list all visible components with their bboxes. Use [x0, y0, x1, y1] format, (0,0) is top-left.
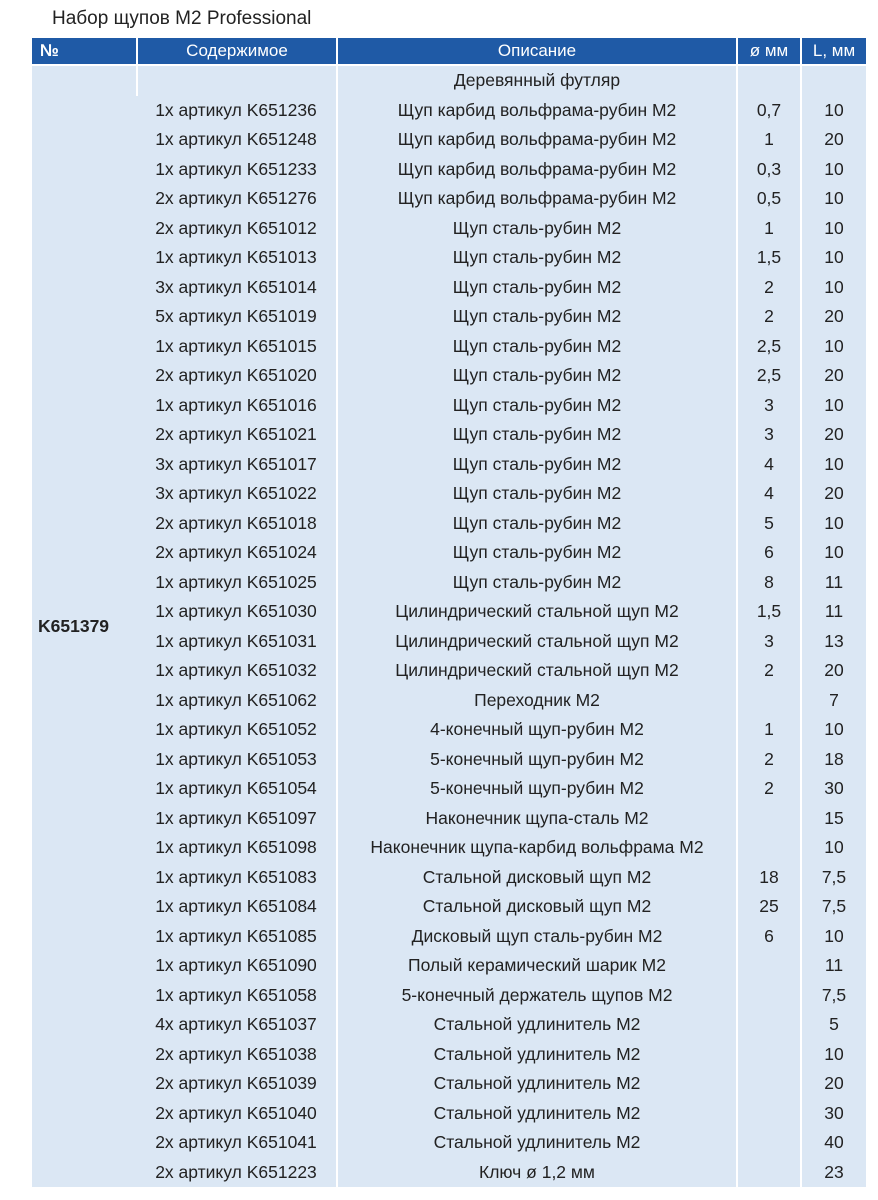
cell-description: Щуп карбид вольфрама-рубин M2	[336, 96, 736, 126]
cell-description: Стальной удлинитель M2	[336, 1069, 736, 1099]
cell-description: Полый керамический шарик M2	[336, 951, 736, 981]
table-row	[32, 1069, 866, 1099]
cell-description: Щуп сталь-рубин M2	[336, 302, 736, 332]
table-row	[32, 951, 866, 981]
table-row	[32, 656, 866, 686]
cell-diameter: 5	[736, 509, 800, 539]
cell-diameter	[736, 1010, 800, 1040]
cell-contents: 2x артикул K651018	[136, 509, 336, 539]
cell-description: Стальной удлинитель M2	[336, 1099, 736, 1129]
cell-length: 10	[800, 450, 866, 480]
cell-diameter: 1	[736, 125, 800, 155]
table-row	[32, 597, 866, 627]
cell-contents: 1x артикул K651090	[136, 951, 336, 981]
cell-description: Щуп сталь-рубин M2	[336, 332, 736, 362]
cell-description: Щуп сталь-рубин M2	[336, 361, 736, 391]
table-row	[32, 715, 866, 745]
cell-diameter: 0,7	[736, 96, 800, 126]
cell-length: 20	[800, 420, 866, 450]
cell-contents: 2x артикул K651041	[136, 1128, 336, 1158]
cell-diameter: 2	[736, 774, 800, 804]
table-row	[32, 302, 866, 332]
cell-contents: 1x артикул K651097	[136, 804, 336, 834]
table-row	[32, 1099, 866, 1129]
cell-diameter	[736, 981, 800, 1011]
cell-diameter: 1	[736, 214, 800, 244]
cell-description: Щуп карбид вольфрама-рубин M2	[336, 125, 736, 155]
cell-contents: 1x артикул K651013	[136, 243, 336, 273]
table-row	[32, 774, 866, 804]
cell-contents: 2x артикул K651040	[136, 1099, 336, 1129]
cell-length: 7,5	[800, 981, 866, 1011]
cell-diameter	[736, 1040, 800, 1070]
cell-description: Наконечник щупа-сталь M2	[336, 804, 736, 834]
cell-contents: 2x артикул K651039	[136, 1069, 336, 1099]
cell-length: 7,5	[800, 892, 866, 922]
cell-contents: 2x артикул K651024	[136, 538, 336, 568]
cell-diameter: 1,5	[736, 243, 800, 273]
cell-length: 40	[800, 1128, 866, 1158]
table-row	[32, 1010, 866, 1040]
cell-description: Щуп сталь-рубин M2	[336, 450, 736, 480]
cell-diameter: 0,3	[736, 155, 800, 185]
cell-length: 20	[800, 302, 866, 332]
cell-length: 10	[800, 509, 866, 539]
cell-length: 23	[800, 1158, 866, 1188]
cell-diameter: 3	[736, 627, 800, 657]
cell-diameter: 4	[736, 450, 800, 480]
cell-length: 11	[800, 568, 866, 598]
cell-length	[800, 64, 866, 96]
page-title: Набор щупов M2 Professional	[52, 8, 312, 29]
cell-contents: 1x артикул K651052	[136, 715, 336, 745]
cell-length: 10	[800, 243, 866, 273]
cell-contents: 1x артикул K651098	[136, 833, 336, 863]
table-row	[32, 1128, 866, 1158]
cell-contents: 3x артикул K651017	[136, 450, 336, 480]
cell-length: 10	[800, 538, 866, 568]
cell-contents: 1x артикул K651016	[136, 391, 336, 421]
cell-diameter: 0,5	[736, 184, 800, 214]
table-row	[32, 833, 866, 863]
header-contents: Содержимое	[136, 38, 336, 64]
cell-length: 10	[800, 1040, 866, 1070]
table-row	[32, 1158, 866, 1188]
cell-diameter: 2,5	[736, 361, 800, 391]
cell-diameter	[736, 1099, 800, 1129]
cell-contents: 3x артикул K651014	[136, 273, 336, 303]
cell-contents: 2x артикул K651223	[136, 1158, 336, 1188]
cell-description: Наконечник щупа-карбид вольфрама M2	[336, 833, 736, 863]
probe-set-table-container	[32, 38, 866, 1187]
cell-description: 4-конечный щуп-рубин M2	[336, 715, 736, 745]
cell-description: Стальной удлинитель M2	[336, 1010, 736, 1040]
cell-description: Щуп карбид вольфрама-рубин M2	[336, 184, 736, 214]
cell-contents: 1x артикул K651085	[136, 922, 336, 952]
cell-contents: 1x артикул K651233	[136, 155, 336, 185]
cell-contents	[136, 64, 336, 96]
cell-description: Щуп сталь-рубин M2	[336, 509, 736, 539]
cell-description: Стальной дисковый щуп M2	[336, 863, 736, 893]
cell-length: 20	[800, 656, 866, 686]
table-row	[32, 745, 866, 775]
cell-description: Щуп сталь-рубин M2	[336, 273, 736, 303]
cell-length: 10	[800, 184, 866, 214]
header-row	[32, 38, 866, 64]
table-row	[32, 125, 866, 155]
table-row	[32, 420, 866, 450]
cell-description: Щуп сталь-рубин M2	[336, 391, 736, 421]
cell-contents: 1x артикул K651054	[136, 774, 336, 804]
cell-description: Щуп сталь-рубин M2	[336, 538, 736, 568]
cell-diameter: 2	[736, 273, 800, 303]
cell-diameter: 1,5	[736, 597, 800, 627]
cell-contents: 1x артикул K651248	[136, 125, 336, 155]
table-row	[32, 155, 866, 185]
cell-diameter	[736, 1158, 800, 1188]
cell-length: 10	[800, 833, 866, 863]
cell-diameter	[736, 1069, 800, 1099]
cell-contents: 1x артикул K651030	[136, 597, 336, 627]
cell-description: Деревянный футляр	[336, 64, 736, 96]
cell-length: 10	[800, 96, 866, 126]
table-row	[32, 686, 866, 716]
table-row	[32, 892, 866, 922]
cell-diameter	[736, 804, 800, 834]
cell-description: 5-конечный щуп-рубин M2	[336, 774, 736, 804]
table-row	[32, 568, 866, 598]
cell-contents: 5x артикул K651019	[136, 302, 336, 332]
cell-length: 7	[800, 686, 866, 716]
table-row	[32, 64, 866, 96]
cell-contents: 1x артикул K651032	[136, 656, 336, 686]
cell-diameter: 4	[736, 479, 800, 509]
cell-description: Щуп сталь-рубин M2	[336, 243, 736, 273]
cell-description: Щуп сталь-рубин M2	[336, 214, 736, 244]
cell-contents: 4x артикул K651037	[136, 1010, 336, 1040]
table-row	[32, 361, 866, 391]
cell-length: 5	[800, 1010, 866, 1040]
header-description: Описание	[336, 38, 736, 64]
cell-contents: 1x артикул K651062	[136, 686, 336, 716]
cell-description: Стальной удлинитель M2	[336, 1040, 736, 1070]
cell-contents: 3x артикул K651022	[136, 479, 336, 509]
cell-length: 10	[800, 391, 866, 421]
cell-diameter: 3	[736, 391, 800, 421]
cell-diameter: 18	[736, 863, 800, 893]
table-row	[32, 509, 866, 539]
table-row	[32, 981, 866, 1011]
cell-diameter: 2	[736, 656, 800, 686]
cell-diameter: 2	[736, 745, 800, 775]
cell-length: 11	[800, 951, 866, 981]
table-row	[32, 922, 866, 952]
cell-description: Щуп сталь-рубин M2	[336, 568, 736, 598]
table-row	[32, 96, 866, 126]
cell-contents: 1x артикул K651025	[136, 568, 336, 598]
cell-length: 20	[800, 125, 866, 155]
table-body	[32, 64, 866, 1187]
table-header	[32, 38, 866, 64]
cell-length: 10	[800, 332, 866, 362]
cell-contents: 1x артикул K651031	[136, 627, 336, 657]
table-row	[32, 391, 866, 421]
cell-length: 10	[800, 155, 866, 185]
cell-diameter	[736, 686, 800, 716]
cell-contents: 1x артикул K651084	[136, 892, 336, 922]
cell-contents: 2x артикул K651276	[136, 184, 336, 214]
cell-diameter: 2,5	[736, 332, 800, 362]
cell-contents: 2x артикул K651021	[136, 420, 336, 450]
table-row	[32, 184, 866, 214]
cell-description: 5-конечный держатель щупов M2	[336, 981, 736, 1011]
cell-description: Цилиндрический стальной щуп M2	[336, 627, 736, 657]
cell-description: Цилиндрический стальной щуп M2	[336, 597, 736, 627]
header-number: №	[32, 38, 136, 64]
cell-diameter	[736, 833, 800, 863]
cell-length: 15	[800, 804, 866, 834]
cell-length: 10	[800, 214, 866, 244]
cell-length: 10	[800, 715, 866, 745]
cell-description: Цилиндрический стальной щуп M2	[336, 656, 736, 686]
cell-description: Щуп сталь-рубин M2	[336, 479, 736, 509]
cell-length: 10	[800, 273, 866, 303]
cell-length: 20	[800, 479, 866, 509]
table-row	[32, 214, 866, 244]
cell-diameter: 6	[736, 538, 800, 568]
cell-diameter: 3	[736, 420, 800, 450]
table-row	[32, 243, 866, 273]
table-row	[32, 1040, 866, 1070]
cell-length: 11	[800, 597, 866, 627]
cell-contents: 1x артикул K651058	[136, 981, 336, 1011]
cell-diameter	[736, 64, 800, 96]
probe-set-table	[32, 38, 866, 1187]
cell-length: 7,5	[800, 863, 866, 893]
cell-diameter: 1	[736, 715, 800, 745]
cell-description: Щуп сталь-рубин M2	[336, 420, 736, 450]
cell-length: 20	[800, 361, 866, 391]
cell-contents: 1x артикул K651083	[136, 863, 336, 893]
cell-description: Переходник M2	[336, 686, 736, 716]
cell-contents: 2x артикул K651020	[136, 361, 336, 391]
cell-diameter: 2	[736, 302, 800, 332]
table-row	[32, 627, 866, 657]
cell-description: Стальной удлинитель M2	[336, 1128, 736, 1158]
cell-diameter	[736, 951, 800, 981]
table-row	[32, 450, 866, 480]
cell-contents: 1x артикул K651236	[136, 96, 336, 126]
table-row	[32, 804, 866, 834]
cell-description: Щуп карбид вольфрама-рубин M2	[336, 155, 736, 185]
cell-length: 30	[800, 774, 866, 804]
cell-description: Дисковый щуп сталь-рубин M2	[336, 922, 736, 952]
table-row	[32, 273, 866, 303]
cell-length: 30	[800, 1099, 866, 1129]
table-row	[32, 538, 866, 568]
set-code-cell: K651379	[32, 64, 136, 1187]
header-diameter: ø мм	[736, 38, 800, 64]
cell-length: 13	[800, 627, 866, 657]
cell-diameter: 6	[736, 922, 800, 952]
cell-diameter: 25	[736, 892, 800, 922]
header-length: L, мм	[800, 38, 866, 64]
cell-contents: 2x артикул K651038	[136, 1040, 336, 1070]
cell-length: 10	[800, 922, 866, 952]
cell-description: Ключ ø 1,2 мм	[336, 1158, 736, 1188]
cell-length: 18	[800, 745, 866, 775]
cell-description: 5-конечный щуп-рубин M2	[336, 745, 736, 775]
cell-diameter	[736, 1128, 800, 1158]
table-row	[32, 479, 866, 509]
table-row	[32, 863, 866, 893]
cell-length: 20	[800, 1069, 866, 1099]
cell-description: Стальной дисковый щуп M2	[336, 892, 736, 922]
table-row	[32, 332, 866, 362]
cell-diameter: 8	[736, 568, 800, 598]
cell-contents: 2x артикул K651012	[136, 214, 336, 244]
cell-contents: 1x артикул K651015	[136, 332, 336, 362]
cell-contents: 1x артикул K651053	[136, 745, 336, 775]
